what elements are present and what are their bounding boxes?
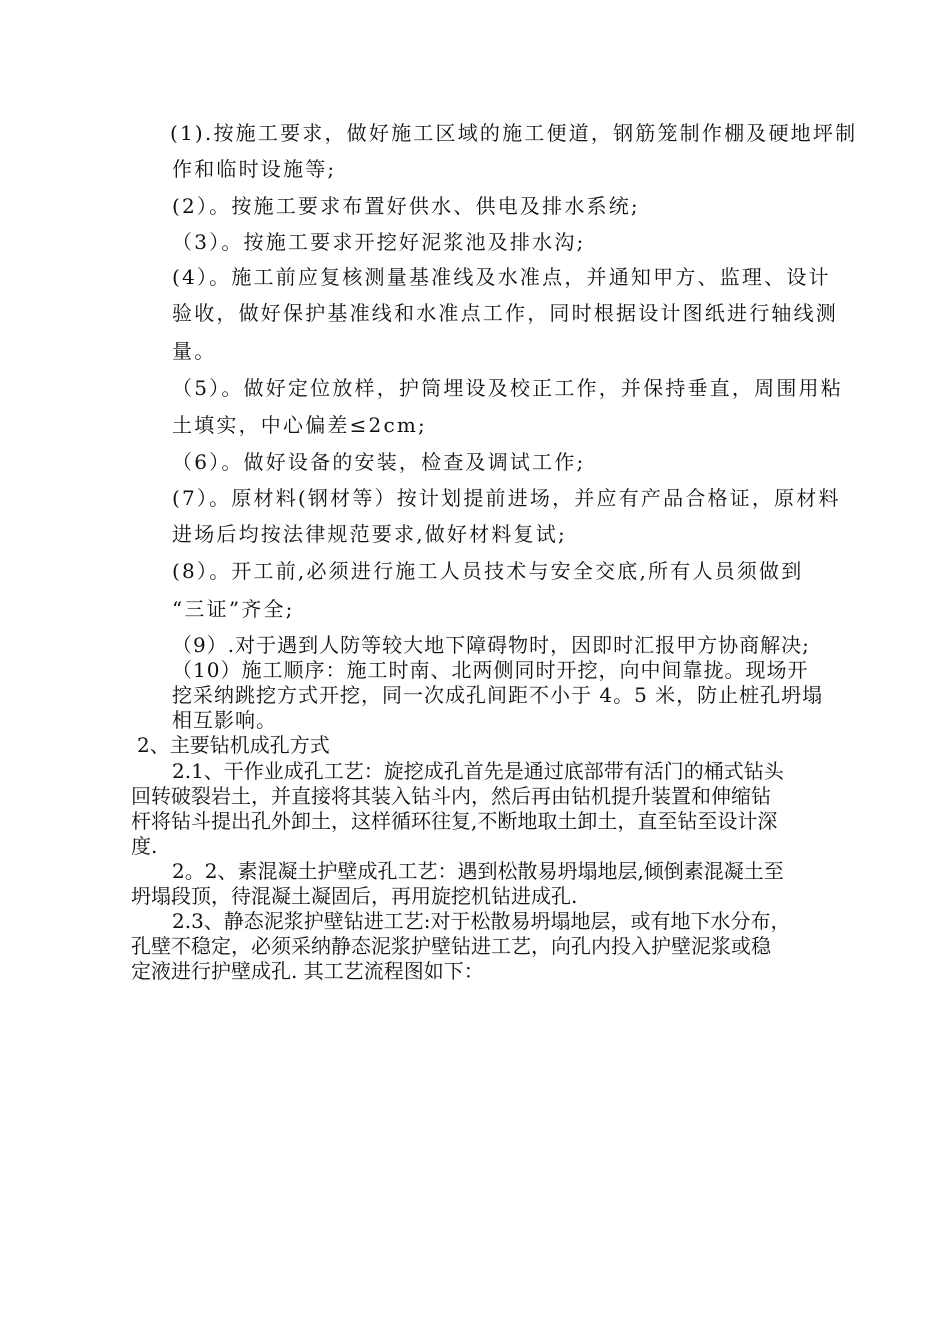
item-1-line-2: 作和临时设施等; xyxy=(172,157,337,181)
item-10-line-1: （10）施工顺序：施工时南、北两侧同时开挖，向中间靠拢。现场开 xyxy=(172,658,809,682)
item-7-line-2: 进场后均按法律规范要求,做好材料复试; xyxy=(172,522,567,546)
para-2-1-line-2: 回转破裂岩土，并直接将其装入钻斗内，然后再由钻机提升装置和伸缩钻 xyxy=(131,784,771,808)
item-7-line-1: (7）。原材料(钢材等）按计划提前进场，并应有产品合格证，原材料 xyxy=(172,486,841,510)
item-4-line-1: (4）。施工前应复核测量基准线及水准点，并通知甲方、监理、设计 xyxy=(172,265,831,289)
item-3-line-1: （3）。按施工要求开挖好泥浆池及排水沟; xyxy=(172,230,586,254)
para-2-1-line-1: 2.1、干作业成孔工艺：旋挖成孔首先是通过底部带有活门的桶式钻头 xyxy=(172,759,784,783)
para-2-1-line-3: 杆将钻斗提出孔外卸土，这样循环往复,不断地取土卸土，直至钻至设计深 xyxy=(131,809,778,833)
item-2-line-1: (2）。按施工要求布置好供水、供电及排水系统; xyxy=(172,194,640,218)
item-8-line-2: “三证”齐全; xyxy=(172,597,295,621)
item-4-line-3: 量。 xyxy=(172,339,217,363)
item-5-line-2: 土填实，中心偏差≤2cm; xyxy=(172,413,427,437)
item-10-line-2: 挖采纳跳挖方式开挖，同一次成孔间距不小于 4。5 米，防止桩孔坍塌 xyxy=(172,683,824,707)
item-6-line-1: （6）。做好设备的安装，检查及调试工作; xyxy=(172,450,586,474)
para-2-3-line-3: 定液进行护壁成孔. 其工艺流程图如下： xyxy=(131,959,484,983)
item-8-line-1: (8）。开工前,必须进行施工人员技术与安全交底,所有人员须做到 xyxy=(172,559,804,583)
para-2-2-line-2: 坍塌段顶，待混凝土凝固后，再用旋挖机钻进成孔. xyxy=(131,884,578,908)
para-2-1-line-4: 度. xyxy=(131,834,158,858)
item-10-line-3: 相互影响。 xyxy=(172,708,277,732)
item-5-line-1: （5）。做好定位放样，护筒埋设及校正工作，并保持垂直，周围用粘 xyxy=(172,376,843,400)
item-9-line-1: （9）.对于遇到人防等较大地下障碍物时，因即时汇报甲方协商解决; xyxy=(172,633,810,657)
para-2-3-line-1: 2.3、静态泥浆护壁钻进工艺:对于松散易坍塌地层，或有地下水分布， xyxy=(172,909,791,933)
para-2-3-line-2: 孔壁不稳定，必须采纳静态泥浆护壁钻进工艺，向孔内投入护壁泥浆或稳 xyxy=(131,934,771,958)
item-4-line-2: 验收，做好保护基准线和水准点工作，同时根据设计图纸进行轴线测 xyxy=(172,301,838,325)
section-2-heading: 2、主要钻机成孔方式 xyxy=(137,733,330,757)
para-2-2-line-1: 2。2、素混凝土护壁成孔工艺：遇到松散易坍塌地层,倾倒素混凝土至 xyxy=(172,859,784,883)
item-1-line-1: (1).按施工要求，做好施工区域的施工便道，钢筋笼制作棚及硬地坪制 xyxy=(170,121,858,145)
